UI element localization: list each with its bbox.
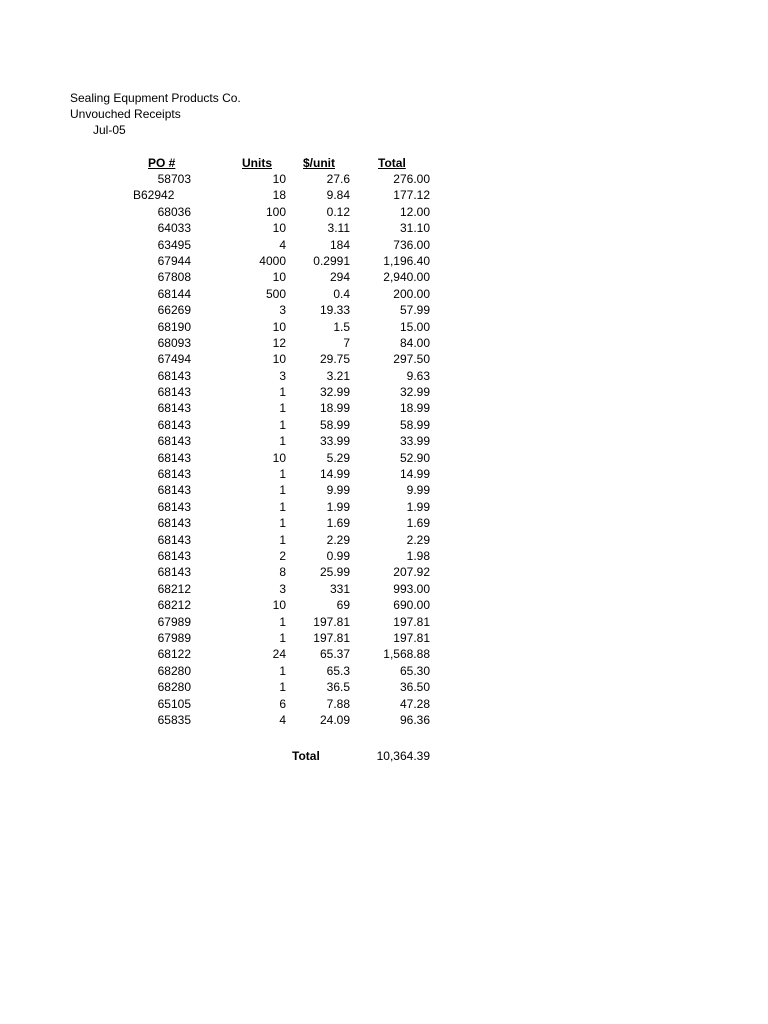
units-cell: 100	[265, 204, 286, 219]
po-cell: 68143	[157, 417, 191, 432]
po-cell: 68143	[157, 450, 191, 465]
grand-total-label: Total	[292, 749, 320, 763]
unit-price-cell: 1.69	[326, 516, 350, 531]
total-cell: 177.12	[393, 188, 430, 203]
units-cell: 10	[272, 221, 286, 236]
po-cell: 68143	[157, 467, 191, 482]
table-row	[0, 499, 768, 515]
total-cell: 14.99	[399, 467, 430, 482]
unit-price-cell: 1.99	[326, 499, 350, 514]
table-row	[0, 368, 768, 384]
po-cell: 68143	[157, 565, 191, 580]
column-header-units: Units	[242, 156, 272, 170]
unit-price-cell: 58.99	[319, 417, 350, 432]
table-row	[0, 286, 768, 302]
po-cell: 68212	[157, 581, 191, 596]
column-header-total: Total	[378, 156, 406, 170]
table-row	[0, 663, 768, 679]
total-cell: 12.00	[399, 204, 430, 219]
table-row	[0, 696, 768, 712]
units-cell: 10	[272, 598, 286, 613]
total-cell: 297.50	[393, 352, 430, 367]
column-header-po: PO #	[148, 156, 176, 170]
unit-price-cell: 19.33	[319, 303, 350, 318]
total-cell: 2,940.00	[383, 270, 430, 285]
unit-price-cell: 331	[329, 581, 350, 596]
total-cell: 2.29	[406, 532, 430, 547]
po-cell: 68280	[157, 680, 191, 695]
po-cell: 64033	[157, 221, 191, 236]
units-cell: 10	[272, 270, 286, 285]
unit-price-cell: 294	[329, 270, 350, 285]
table-row	[0, 482, 768, 498]
unit-price-cell: 29.75	[319, 352, 350, 367]
table-row	[0, 614, 768, 630]
units-cell: 4000	[259, 253, 286, 268]
unit-price-cell: 184	[329, 237, 350, 252]
unit-price-cell: 65.37	[319, 647, 350, 662]
unit-price-cell: 0.99	[326, 548, 350, 563]
total-cell: 32.99	[399, 385, 430, 400]
units-cell: 1	[279, 483, 286, 498]
table-row	[0, 319, 768, 335]
po-cell: 67494	[157, 352, 191, 367]
unit-price-cell: 24.09	[319, 712, 350, 727]
table-row	[0, 564, 768, 580]
table-row	[0, 351, 768, 367]
receipts-table-body	[0, 171, 768, 728]
units-cell: 1	[279, 467, 286, 482]
total-cell: 96.36	[399, 712, 430, 727]
unit-price-cell: 32.99	[319, 385, 350, 400]
po-cell: 68190	[157, 319, 191, 334]
table-row	[0, 433, 768, 449]
po-cell: 63495	[157, 237, 191, 252]
units-cell: 24	[272, 647, 286, 662]
units-cell: 10	[272, 352, 286, 367]
unit-price-cell: 69	[336, 598, 350, 613]
units-cell: 10	[272, 172, 286, 186]
grand-total-value: 10,364.39	[376, 749, 430, 763]
unit-price-cell: 0.2991	[313, 253, 350, 268]
units-cell: 6	[279, 696, 286, 711]
total-cell: 197.81	[393, 614, 430, 629]
unit-price-cell: 65.3	[326, 663, 350, 678]
unit-price-cell: 33.99	[319, 434, 350, 449]
report-period: Jul-05	[93, 123, 126, 137]
table-row	[0, 597, 768, 613]
table-row	[0, 302, 768, 318]
total-cell: 690.00	[393, 598, 430, 613]
po-cell: 68143	[157, 548, 191, 563]
po-cell: 68280	[157, 663, 191, 678]
table-row	[0, 269, 768, 285]
po-cell: 68143	[157, 434, 191, 449]
units-cell: 2	[279, 548, 286, 563]
po-cell: 68143	[157, 385, 191, 400]
table-row	[0, 515, 768, 531]
table-row	[0, 646, 768, 662]
unit-price-cell: 9.99	[326, 483, 350, 498]
po-cell: 68143	[157, 516, 191, 531]
total-cell: 1.69	[406, 516, 430, 531]
units-cell: 10	[272, 450, 286, 465]
table-row	[0, 384, 768, 400]
units-cell: 10	[272, 319, 286, 334]
units-cell: 1	[279, 434, 286, 449]
table-row	[0, 581, 768, 597]
units-cell: 4	[279, 712, 286, 727]
units-cell: 1	[279, 401, 286, 416]
total-cell: 15.00	[399, 319, 430, 334]
table-row	[0, 335, 768, 351]
total-cell: 65.30	[399, 663, 430, 678]
units-cell: 4	[279, 237, 286, 252]
po-cell: 65105	[157, 696, 191, 711]
po-cell: 67989	[157, 630, 191, 645]
unit-price-cell: 2.29	[326, 532, 350, 547]
unit-price-cell: 0.4	[333, 286, 350, 301]
po-cell: 68036	[157, 204, 191, 219]
unit-price-cell: 3.21	[326, 368, 350, 383]
table-row	[0, 532, 768, 548]
po-cell: 58703	[157, 172, 191, 186]
table-row	[0, 450, 768, 466]
total-cell: 1,568.88	[383, 647, 430, 662]
units-cell: 12	[272, 335, 286, 350]
table-row	[0, 253, 768, 269]
column-header-price: $/unit	[303, 156, 335, 170]
table-row	[0, 204, 768, 220]
total-cell: 9.63	[406, 368, 430, 383]
units-cell: 1	[279, 499, 286, 514]
table-row	[0, 712, 768, 728]
unit-price-cell: 5.29	[326, 450, 350, 465]
total-cell: 18.99	[399, 401, 430, 416]
unit-price-cell: 27.6	[326, 172, 350, 186]
units-cell: 3	[279, 581, 286, 596]
units-cell: 1	[279, 532, 286, 547]
unit-price-cell: 0.12	[326, 204, 350, 219]
units-cell: 1	[279, 417, 286, 432]
total-cell: 276.00	[393, 172, 430, 186]
table-row	[0, 630, 768, 646]
unit-price-cell: 7	[343, 335, 350, 350]
unit-price-cell: 197.81	[313, 614, 350, 629]
po-cell: 67808	[157, 270, 191, 285]
units-cell: 3	[279, 368, 286, 383]
units-cell: 3	[279, 303, 286, 318]
company-name: Sealing Equpment Products Co.	[70, 91, 241, 105]
po-cell: 66269	[157, 303, 191, 318]
unit-price-cell: 197.81	[313, 630, 350, 645]
units-cell: 500	[265, 286, 286, 301]
po-cell: 68093	[157, 335, 191, 350]
table-row	[0, 220, 768, 236]
table-row	[0, 466, 768, 482]
po-cell: 68143	[157, 368, 191, 383]
total-cell: 1.98	[406, 548, 430, 563]
po-cell: 68143	[157, 532, 191, 547]
po-cell: 68143	[157, 483, 191, 498]
units-cell: 18	[272, 188, 286, 203]
total-cell: 84.00	[399, 335, 430, 350]
po-cell: 68144	[157, 286, 191, 301]
total-cell: 736.00	[393, 237, 430, 252]
unit-price-cell: 25.99	[319, 565, 350, 580]
units-cell: 1	[279, 516, 286, 531]
po-cell: 67989	[157, 614, 191, 629]
total-cell: 57.99	[399, 303, 430, 318]
po-cell: 68143	[157, 499, 191, 514]
po-cell: 68122	[157, 647, 191, 662]
unit-price-cell: 9.84	[326, 188, 350, 203]
unit-price-cell: 1.5	[333, 319, 350, 334]
unit-price-cell: 18.99	[319, 401, 350, 416]
table-row	[0, 171, 768, 187]
po-cell: 67944	[157, 253, 191, 268]
units-cell: 8	[279, 565, 286, 580]
total-cell: 52.90	[399, 450, 430, 465]
total-cell: 1,196.40	[383, 253, 430, 268]
total-cell: 31.10	[399, 221, 430, 236]
total-cell: 36.50	[399, 680, 430, 695]
unit-price-cell: 36.5	[326, 680, 350, 695]
total-cell: 197.81	[393, 630, 430, 645]
total-cell: 993.00	[393, 581, 430, 596]
report-title: Unvouched Receipts	[70, 107, 181, 121]
unit-price-cell: 7.88	[326, 696, 350, 711]
table-row	[0, 400, 768, 416]
units-cell: 1	[279, 680, 286, 695]
total-cell: 200.00	[393, 286, 430, 301]
unit-price-cell: 3.11	[327, 221, 350, 236]
units-cell: 1	[279, 385, 286, 400]
units-cell: 1	[279, 614, 286, 629]
total-cell: 58.99	[399, 417, 430, 432]
table-row	[0, 187, 768, 203]
total-cell: 47.28	[399, 696, 430, 711]
table-row	[0, 548, 768, 564]
po-cell: 65835	[157, 712, 191, 727]
po-cell: 68143	[157, 401, 191, 416]
po-cell: 68212	[157, 598, 191, 613]
table-row	[0, 679, 768, 695]
units-cell: 1	[279, 630, 286, 645]
units-cell: 1	[279, 663, 286, 678]
table-row	[0, 237, 768, 253]
po-cell: B62942	[133, 188, 175, 203]
total-cell: 9.99	[406, 483, 430, 498]
unit-price-cell: 14.99	[319, 467, 350, 482]
table-row	[0, 417, 768, 433]
total-cell: 1.99	[406, 499, 430, 514]
total-cell: 207.92	[393, 565, 430, 580]
total-cell: 33.99	[399, 434, 430, 449]
